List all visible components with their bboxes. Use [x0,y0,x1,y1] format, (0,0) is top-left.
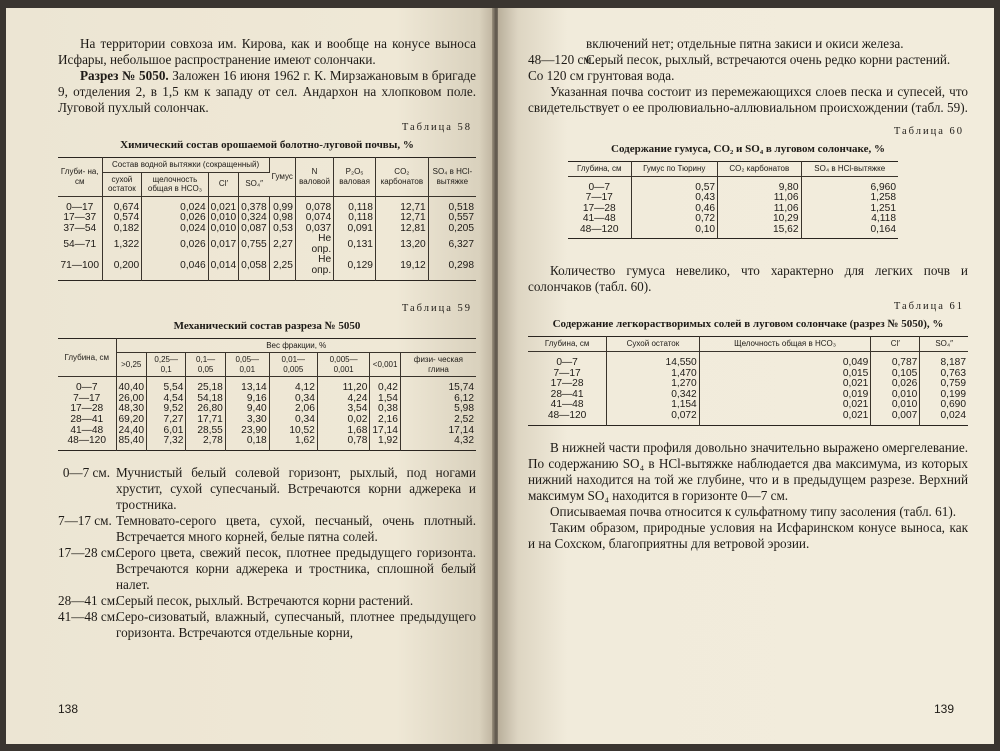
table58-cell: 0,026 [142,234,208,255]
table58-cell: 0,118 [334,213,376,224]
table61-row [528,411,968,425]
table59-cell: 26,00 [116,394,147,405]
table60-cell: 41—48 [568,214,631,225]
table58-header-n: N валовой [295,158,333,197]
table60-cell: 9,80 [718,176,801,193]
table61-cell: 0,010 [871,400,920,411]
table59-column-header: <0,001 [370,353,401,377]
table58-cell: 0,026 [142,213,208,224]
table59-cell: 0,78 [317,436,370,450]
table58-cell: 0—17 [58,196,102,213]
section-paragraph [58,68,476,116]
table59-cell: 2,16 [370,415,401,426]
table59-cell: 4,54 [147,394,186,405]
table60-column-header: SO₄ в HCl-вытяжке [801,162,898,177]
table60-row [568,176,898,193]
table61-cell: 0,010 [871,390,920,401]
table58-header-depth: Глуби- на, см [58,158,102,197]
table59-cell: 17,14 [370,426,401,437]
table59-row [58,415,476,426]
table60-cell: 1,258 [870,192,896,204]
table60-cell: 15,62 [718,225,801,239]
table58-cell: 0,98 [269,213,295,224]
paragraph-origin: Указанная почва состоит из перемежающихся слоев песка и супесей, что свидетельствует о ее пролювиально-аллювиальном происхождении (табл. 59). [528,84,968,115]
table59-number: Таблица 59 [401,302,472,314]
table59-cell: 3,30 [225,415,269,426]
horizon-depth: 7—17 см. [58,512,112,528]
table60-cell: 1,251 [870,202,896,214]
horizon-descriptions [58,465,476,641]
table59-cell: 6,01 [147,426,186,437]
table61-cell: 0,019 [699,390,871,401]
table58-cell: 0,205 [448,222,474,234]
section-label: Разрез № 5050. [80,68,169,83]
table59-cell: 0,34 [269,394,317,405]
table61-cell: 0,007 [871,411,920,425]
table58-header-p: P₂O₅ валовая [334,158,376,197]
table60-column-header: Глубина, см [568,162,631,177]
table59-header-group: Вес фракции, % [116,338,476,353]
table59-cell: 7—17 [58,394,116,405]
table60-column-header: Гумус по Тюрину [631,162,718,177]
table58-cell: 0,037 [295,224,333,235]
table58-cell: 0,058 [239,255,270,280]
table61-cell: 17—28 [528,379,607,390]
table59 [58,338,476,451]
table61-cell: 0,105 [871,369,920,380]
table59-row [58,436,476,450]
table61-cell: 28—41 [528,390,607,401]
table61-cell: 1,154 [607,400,700,411]
table59-cell: 26,80 [186,404,225,415]
horizon-depth: 41—48 см. [58,608,119,624]
table61-cell: 0,024 [940,409,966,421]
table59-cell: 40,40 [116,377,147,394]
table58-header-so4hcl: SO₄ в HCl-вытяжке [428,158,476,197]
horizon-entry [58,609,476,641]
table61-cell: 0,690 [940,399,966,411]
horizon-text: Темновато-серого цвета, сухой, песчаный, очень плотный. Встречается много корней, белые пятна солей. [116,512,476,544]
table58-cell: 54—71 [58,234,102,255]
table61-cell: 8,187 [940,356,966,368]
table61-column-headers [528,337,968,352]
table58-cell: 12,71 [375,196,428,213]
page-number-right: 139 [934,702,955,716]
groundwater-text: Со 120 см грунтовая вода. [528,68,675,83]
table60-cell: 10,29 [718,214,801,225]
table58-cell: 0,557 [448,212,474,224]
table59-cell: 5,54 [147,377,186,394]
table59-cell: 0,42 [370,377,401,394]
paragraph-salinization: Описываемая почва относится к сульфатному типу засоления (табл. 61). [550,503,957,519]
table58-cell: 0,017 [208,234,239,255]
table58-header-co2: CO₂ карбонатов [375,158,428,197]
table59-cell: 1,62 [269,436,317,450]
table58-header-alk: щелочность общая в HCO₃ [142,172,208,196]
table58-number: Таблица 58 [401,122,472,133]
table58-cell: 0,755 [239,234,270,255]
table61-number: Таблица 61 [893,301,964,313]
horizon-entry [58,593,476,609]
left-page-content [58,36,476,641]
table59-cell: 17,71 [186,415,225,426]
horizon-entry [58,513,476,545]
table60-cell: 11,06 [718,193,801,204]
table60-cell: 0,164 [870,223,896,235]
horizon-depth: 28—41 см. [58,592,119,608]
table58-cell: 0,024 [142,224,208,235]
table58-cell: 0,014 [208,255,239,280]
table60-title: Содержание гумуса, CO₂ и SO₄ в луговом солончаке, % [611,143,885,155]
intro-paragraph: На территории совхоза им. Кирова, как и вообще на конусе выноса Исфары, небольшое распространение имеют солончаки. [58,36,476,67]
paragraph-humus: Количество гумуса невелико, что характерно для легких почв и солончаков (табл. 60). [528,263,968,295]
table61-cell: 14,550 [607,351,700,368]
table61-cell: 41—48 [528,400,607,411]
table58-cell: 37—54 [58,224,102,235]
table59-cell: 2,06 [269,404,317,415]
table61-column-header: Щелочность общая в HCO₃ [699,337,871,352]
table58-cell: 0,182 [102,224,142,235]
table58-cell: 0,118 [334,196,376,213]
table60-cell: 6,960 [870,181,896,193]
table59-column-header: физи- ческая глина [400,353,476,377]
table58-cell: 0,010 [208,224,239,235]
table59-cell: 28,55 [186,426,225,437]
table61-column-header: Cl′ [871,337,920,352]
table59-cell: 9,40 [225,404,269,415]
table58-cell: 0,046 [142,255,208,280]
table59-cell: 0,34 [269,415,317,426]
table61-cell: 0,787 [871,351,920,368]
page-number-left: 138 [58,702,79,716]
table58-cell: 0,200 [102,255,142,280]
table58-title: Химический состав орошаемой болотно-луговой почвы, % [120,139,414,151]
table59-cell: 0,18 [225,436,269,450]
horizon-depth: 0—7 см. [62,464,110,480]
table61-cell: 7—17 [528,369,607,380]
table58-cell: Не опр. [295,255,333,280]
table60-column-headers [568,162,898,177]
table59-cell: 15,74 [448,382,474,394]
table58-cell: 13,20 [375,234,428,255]
table59-cell: 2,78 [186,436,225,450]
left-page [6,8,494,744]
table61-cell: 0,342 [607,390,700,401]
horizon-text: Серого цвета, свежий песок, плотнее предыдущего горизонта. Встречаются корни аджерека и тростника, сплошной белый налет. [116,544,476,592]
table58-cell: 0,674 [102,196,142,213]
table60-cell: 0,43 [631,193,718,204]
table59-cell: 7,32 [147,436,186,450]
table59-cell: 1,68 [317,426,370,437]
table58-cell: 19,12 [375,255,428,280]
table61-cell: 0,021 [699,411,871,425]
table59-cell: 3,54 [317,404,370,415]
table58-cell: 0,131 [334,234,376,255]
table58 [58,157,476,281]
table61-cell: 48—120 [528,411,607,425]
table58-row [58,196,476,213]
table59-column-header: 0,25—0,1 [147,353,186,377]
horizon-text: Серый песок, рыхлый. Встречаются корни растений. [116,592,414,608]
table59-cell: 4,12 [269,377,317,394]
table58-row [58,255,476,280]
table61-cell: 0,759 [940,378,966,390]
table59-column-header: 0,1—0,05 [186,353,225,377]
table60-cell: 0,57 [631,176,718,193]
table59-cell: 2,52 [454,413,474,425]
table59-row [58,377,476,394]
table58-cell: 1,322 [102,234,142,255]
table58-cell: 0,021 [208,196,239,213]
table61-column-header: Глубина, см [528,337,607,352]
table60-row [568,193,898,204]
table61-cell: 0,021 [699,400,871,411]
table58-cell: 0,078 [295,196,333,213]
table59-cell: 9,52 [147,404,186,415]
table58-header-so4: SO₄″ [239,172,270,196]
table60-row [568,225,898,239]
table60-cell: 0—7 [568,176,631,193]
table61-row [528,351,968,368]
table59-cell: 9,16 [225,394,269,405]
table60-cell: 0,10 [631,225,718,239]
table60-cell: 0,46 [631,204,718,215]
table61-cell: 0,072 [607,411,700,425]
table58-cell: 0,324 [239,213,270,224]
table59-column-headers [58,353,476,377]
right-page-content [528,36,968,552]
table59-title: Механический состав разреза № 5050 [173,319,361,332]
table59-column-header: 0,05—0,01 [225,353,269,377]
table59-cell: 13,14 [225,377,269,394]
table59-cell: 0—7 [58,377,116,394]
table61-body [528,351,968,425]
table58-cell: 6,327 [448,238,474,250]
table59-body [58,377,476,451]
table61-cell: 0,199 [940,388,966,400]
table58-cell: 0,53 [269,224,295,235]
table58-cell: 12,71 [375,213,428,224]
table59-cell: 48,30 [116,404,147,415]
table59-cell: 1,92 [370,436,401,450]
table58-cell: 0,574 [102,213,142,224]
table58-header-cl: Cl′ [208,172,239,196]
right-page [498,8,994,744]
table61-cell: 1,470 [607,369,700,380]
table60-cell: 48—120 [568,225,631,239]
table59-cell: 28—41 [58,415,116,426]
table59-cell: 17—28 [58,404,116,415]
table59-cell: 11,20 [317,377,370,394]
table61-cell: 0,026 [871,379,920,390]
table60-row [568,204,898,215]
table60-column-header: CO₂ карбонатов [718,162,801,177]
horizon-entry [58,465,476,513]
table58-header-dry: сухой остаток [102,172,142,196]
table58-row [58,224,476,235]
table59-column-header: >0,25 [116,353,147,377]
table58-row [58,234,476,255]
table61-title: Содержание легкорастворимых солей в луговом солончаке (разрез № 5050), % [552,318,944,331]
table60-cell: 11,06 [718,204,801,215]
table61-cell: 0,015 [699,369,871,380]
table59-cell: 6,12 [454,392,474,404]
table59-cell: 48—120 [58,436,116,450]
table59-cell: 85,40 [116,436,147,450]
section-text: Заложен 16 июня 1962 г. К. Мирзажановым в бригаде 9, отделения 2, в 1,5 км к западу от сел. Андархон на хлопковом поле. Луговой пухлый солончак. [58,68,476,115]
paragraph-conclusion: Таким образом, природные условия на Исфаринском конусе выноса, как и на Сохском, благоприятны для ветровой эрозии. [528,519,968,551]
table58-cell: Не опр. [295,234,333,255]
table60 [568,161,898,239]
table59-cell: 54,18 [186,394,225,405]
table59-cell: 10,52 [269,426,317,437]
table60-cell: 4,118 [871,213,896,225]
table58-cell: 0,129 [334,255,376,280]
table58-cell: 0,074 [295,213,333,224]
horizon-text: Серо-сизоватый, влажный, супесчаный, плотнее предыдущего горизонта. Встречаются отдельные корни, [116,608,476,640]
table60-body [568,176,898,239]
table59-header-depth: Глубина, см [58,338,116,377]
table58-cell: 17—37 [58,213,102,224]
table59-cell: 41—48 [58,426,116,437]
table61-cell: 0,763 [940,367,966,379]
table58-body [58,196,476,280]
table59-cell: 17,14 [448,424,474,436]
table61-cell: 1,270 [607,379,700,390]
table59-cell: 0,02 [317,415,370,426]
table58-header-group: Состав водной вытяжки (сокращенный) [102,158,269,173]
table61 [528,336,968,425]
table58-cell: 71—100 [58,255,102,280]
table59-cell: 0,38 [370,404,401,415]
table58-cell: 0,378 [239,196,270,213]
table59-cell: 69,20 [116,415,147,426]
table59-column-header: 0,005—0,001 [317,353,370,377]
horizon-text: Серый песок, рыхлый, встречаются очень редко корни растений. [586,52,951,67]
table58-cell: 0,091 [334,224,376,235]
horizon-text: Мучнистый белый солевой горизонт, рыхлый, под ногами хрустит, сухой супесчаный. Встречаются корни аджерека и тростника. [116,464,476,512]
continued-text: включений нет; отдельные пятна закиси и окиси железа. [586,36,904,51]
table58-cell: 12,81 [375,224,428,235]
table58-cell: 0,99 [269,196,295,213]
table61-column-header: Сухой остаток [607,337,700,352]
table59-cell: 4,24 [317,394,370,405]
table60-cell: 7—17 [568,193,631,204]
table59-cell: 25,18 [186,377,225,394]
table60-cell: 0,72 [631,214,718,225]
table61-cell: 0,049 [699,351,871,368]
table58-cell: 0,298 [448,259,474,271]
table58-cell: 0,010 [208,213,239,224]
horizon-depth: 48—120 см. [528,52,595,67]
table58-cell: 2,27 [269,234,295,255]
table58-cell: 0,518 [448,201,474,213]
table59-cell: 1,54 [370,394,401,405]
table59-cell: 4,32 [454,435,474,447]
table58-cell: 2,25 [269,255,295,280]
continued-description [528,36,968,68]
table59-cell: 24,40 [116,426,147,437]
table59-cell: 7,27 [147,415,186,426]
table59-column-header: 0,01—0,005 [269,353,317,377]
horizon-entry [58,545,476,593]
table59-cell: 23,90 [225,426,269,437]
table58-cell: 0,087 [239,224,270,235]
paragraph-profile: В нижней части профиля довольно значительно выражено омергелевание. По содержанию SO₄ в HCl-вытяжке наблюдается два максимума, из которых нижний находится на той же глубине, что и в предыдущем разрезе. Верхний максимум SO₄ находится в горизонте 0—7 см. [528,439,968,503]
table61-column-header: SO₄″ [920,337,968,352]
table60-cell: 17—28 [568,204,631,215]
table59-cell: 5,98 [454,403,474,415]
table58-header-humus: Гумус [269,158,295,197]
table61-cell: 0—7 [528,351,607,368]
horizon-depth: 17—28 см. [58,544,119,560]
table61-cell: 0,021 [699,379,871,390]
table60-number: Таблица 60 [893,126,964,137]
table58-cell: 0,024 [142,196,208,213]
